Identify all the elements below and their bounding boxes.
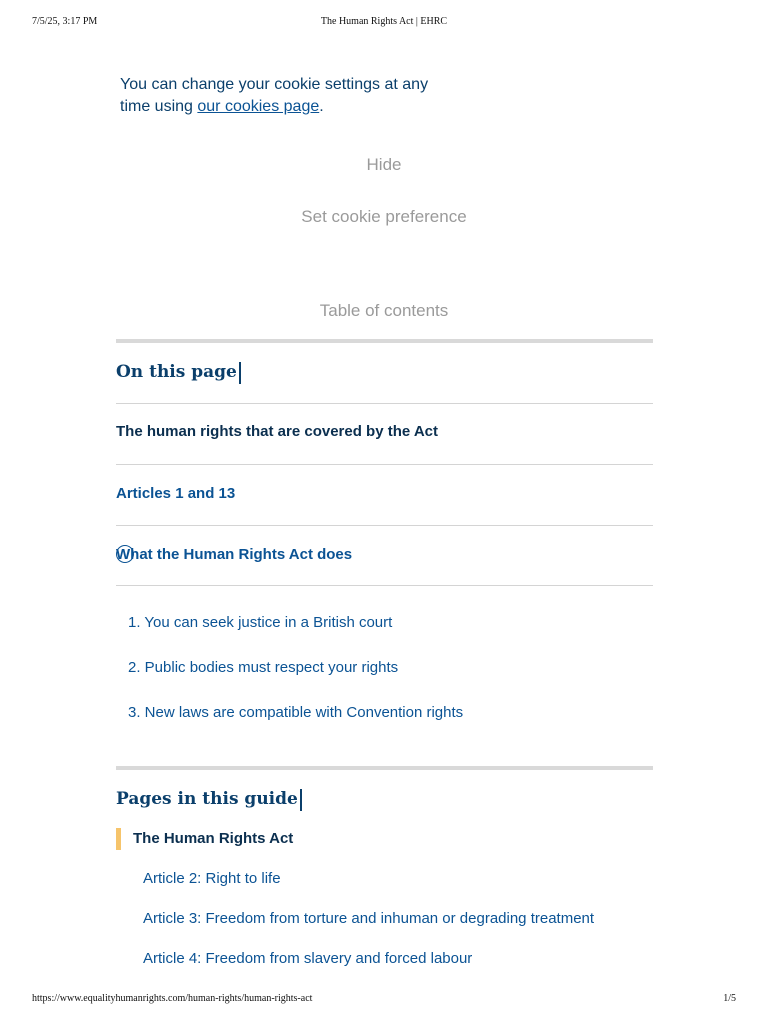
on-this-page-heading-wrap xyxy=(116,359,241,385)
toc-item-label: Articles 1 and 13 xyxy=(116,485,236,502)
text-cursor xyxy=(300,789,302,811)
on-this-page-heading: On this page xyxy=(116,362,237,382)
hide-button[interactable]: Hide xyxy=(0,155,768,175)
pages-in-guide-panel xyxy=(116,766,653,816)
pages-in-guide-top-rule xyxy=(116,766,653,770)
toc-item-label: What the Human Rights Act does xyxy=(116,546,353,563)
text-cursor xyxy=(239,362,241,384)
expand-toggle-icon[interactable] xyxy=(116,545,134,563)
cookie-text-before: You can change your cookie settings at any time using xyxy=(120,76,429,115)
print-datetime: 7/5/25, 3:17 PM xyxy=(32,16,98,27)
print-header xyxy=(32,16,736,30)
cookie-text-after: . xyxy=(319,98,324,115)
print-page-title: The Human Rights Act | EHRC xyxy=(320,16,448,27)
toc-sub-list xyxy=(128,614,628,724)
toc-sub-item-new-laws[interactable]: 3. New laws are compatible with Convention rights xyxy=(128,704,464,721)
toc-item-label: The human rights that are covered by the Act xyxy=(116,423,439,440)
cookie-settings-message xyxy=(120,74,440,118)
print-footer xyxy=(32,993,736,1007)
print-url: https://www.equalityhumanrights.com/human-rights/human-rights-act xyxy=(32,993,313,1004)
table-of-contents-label: Table of contents xyxy=(319,301,449,320)
on-this-page-panel xyxy=(116,339,653,587)
guide-item-article-3[interactable]: Article 3: Freedom from torture and inhuman or degrading treatment xyxy=(143,910,595,927)
print-page-number: 1/5 xyxy=(723,993,736,1004)
toc-sub-item-public-bodies[interactable]: 2. Public bodies must respect your rights xyxy=(128,659,399,676)
toc-item-articles-1-13[interactable] xyxy=(116,464,653,526)
toc-item-what-act-does[interactable] xyxy=(116,525,653,586)
guide-item-article-2[interactable]: Article 2: Right to life xyxy=(143,870,281,887)
cookies-page-link[interactable]: our cookies page xyxy=(197,98,320,115)
toc-item-human-rights-covered[interactable] xyxy=(116,403,653,465)
guide-item-article-4[interactable]: Article 4: Freedom from slavery and forced labour xyxy=(143,950,473,967)
set-cookie-preference-button[interactable]: Set cookie preference xyxy=(0,207,768,227)
pages-in-guide-heading-wrap xyxy=(116,786,302,812)
on-this-page-top-rule xyxy=(116,339,653,343)
toc-sub-item-justice[interactable]: 1. You can seek justice in a British court xyxy=(128,614,393,631)
pages-in-guide-heading: Pages in this guide xyxy=(116,789,298,809)
guide-current-page: The Human Rights Act xyxy=(116,828,293,850)
